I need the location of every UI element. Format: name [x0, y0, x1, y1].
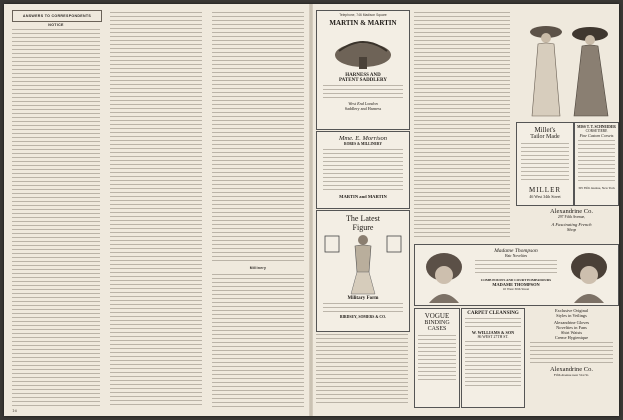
answers-header: ANSWERS TO CORRESPONDENTS: [22, 14, 92, 18]
ad-alex-l1: A Fascinating French: [551, 222, 592, 227]
ad-thompson-addr: 10 West 30th Street: [502, 287, 530, 291]
ad-alex-name: Alexandrine Co.: [550, 208, 593, 215]
ad-morrison: [316, 131, 410, 209]
ad-martin-tag: Telephone, 746 Madison Square: [339, 13, 387, 17]
ad-alexandrine-lower: [526, 308, 617, 406]
ad-alex-l2: Shop: [566, 227, 577, 232]
ad-figure-maker: BIRDSEY, SOMERS & CO.: [339, 315, 387, 319]
ad-figure-copy: [323, 303, 403, 313]
ad-millet-title2: Tailor Made: [530, 134, 560, 140]
ad-schneider-addr: 305 Fifth Avenue, New York: [578, 186, 615, 190]
ad-thompson-sub: Hair Novelties: [504, 254, 528, 258]
fashion-illustration: [516, 12, 617, 118]
ad-alex-copy: [530, 342, 613, 364]
ad-vogue-binding: [414, 308, 460, 408]
ad-vogue-word: VOGUE: [424, 312, 450, 320]
left-column-3: [212, 12, 304, 262]
ad-schneider-sub: CORSETIERE: [585, 129, 608, 133]
right-column-1-text: [316, 334, 408, 406]
ad-martin-name: MARTIN & MARTIN: [329, 19, 397, 28]
ad-martin: [316, 10, 410, 130]
ad-figure-title: The Latest: [346, 214, 380, 223]
corset-figure-illustration: [317, 232, 409, 296]
ad-carpet-copy-1: [465, 318, 521, 328]
ad-alex-foot: Alexandrine Co.: [550, 366, 593, 373]
ad-schneider-name: MISS T. T. SCHNEIDER: [577, 125, 616, 129]
saddle-illustration: [317, 27, 409, 73]
right-column-2-text: [414, 12, 510, 240]
right-page: [312, 4, 619, 416]
ad-alex-addr: 297 Fifth Avenue,: [557, 215, 586, 219]
ad-alex-foot2: Fifth Avenue near 31st St.: [553, 373, 590, 377]
ad-alex-l3: Exclusive Original: [554, 308, 589, 313]
ad-alex-l4: Styles in Veilings: [556, 313, 587, 318]
hair-portrait-left: [419, 247, 469, 303]
notice-heading: NOTICE: [48, 23, 64, 27]
ad-latest-figure: [316, 210, 410, 332]
page-number: 16: [12, 408, 18, 413]
ad-vogue-copy: [418, 335, 456, 381]
ad-figure-title2: Figure: [352, 223, 374, 232]
ad-millet-title: Millet's: [534, 126, 556, 134]
left-page: [4, 4, 310, 416]
ad-martin-line3: West End London: [348, 101, 378, 107]
answers-header-box: [12, 10, 102, 22]
ad-carpet-name: W. WILLIAMS & SON: [471, 330, 515, 335]
ad-martin-line2: PATENT SADDLERY: [338, 78, 388, 84]
ad-martin-line1: HARNESS AND: [345, 73, 381, 79]
left-column-1: [12, 29, 100, 407]
ad-alex-l7: Shirt Waists: [560, 330, 583, 335]
ad-alex-l6: Novelties in Fans: [556, 325, 587, 330]
left-column-3b: [212, 274, 304, 407]
ad-schneider-copy: [578, 140, 615, 184]
ad-millet-copy: [521, 143, 569, 183]
ad-carpet-addr: 86 WEST 27TH ST.: [477, 335, 509, 339]
ad-vogue-word3: CASES: [427, 326, 447, 332]
ad-carpet-cleansing: [461, 308, 525, 408]
ad-alex-l8: Creme Hygienique: [554, 335, 589, 340]
ad-millet: [516, 122, 574, 206]
col3-subheading: Millinery: [249, 266, 267, 270]
magazine-spread: [4, 4, 619, 416]
ad-thompson-foot: COMB POUFFS AND COURT POMPADOURS: [480, 278, 552, 282]
ad-martin-copy: [323, 85, 403, 99]
ad-millet-foot: MILLER: [528, 186, 562, 194]
ad-morrison-name: Mme. E. Morrison: [338, 135, 388, 142]
ad-vogue-word2: BINDING: [424, 320, 450, 326]
left-column-2: [110, 12, 202, 407]
ad-thompson-name: Madame Thompson: [494, 248, 538, 254]
ad-thompson-foot2: MADAME THOMPSON: [492, 282, 540, 287]
ad-morrison-copy: [323, 149, 403, 191]
ad-morrison-addr: MARTIN and MARTIN: [339, 194, 387, 199]
ad-martin-line4: Saddlery and Harness: [344, 106, 382, 112]
ad-morrison-sub: ROBES & MILLINERY: [343, 142, 382, 146]
ad-millet-addr: 46 West 34th Street: [529, 194, 561, 199]
ad-carpet-title: CARPET CLEANSING: [467, 311, 519, 316]
ad-schneider-sub2: Fine Custom Corsets: [579, 133, 614, 138]
ad-figure-caption: Military Form: [347, 296, 379, 301]
ad-schneider: [574, 122, 619, 206]
ad-carpet-copy-2: [465, 341, 521, 389]
ad-alex-l5: Alexandrine Gloves: [553, 320, 590, 325]
